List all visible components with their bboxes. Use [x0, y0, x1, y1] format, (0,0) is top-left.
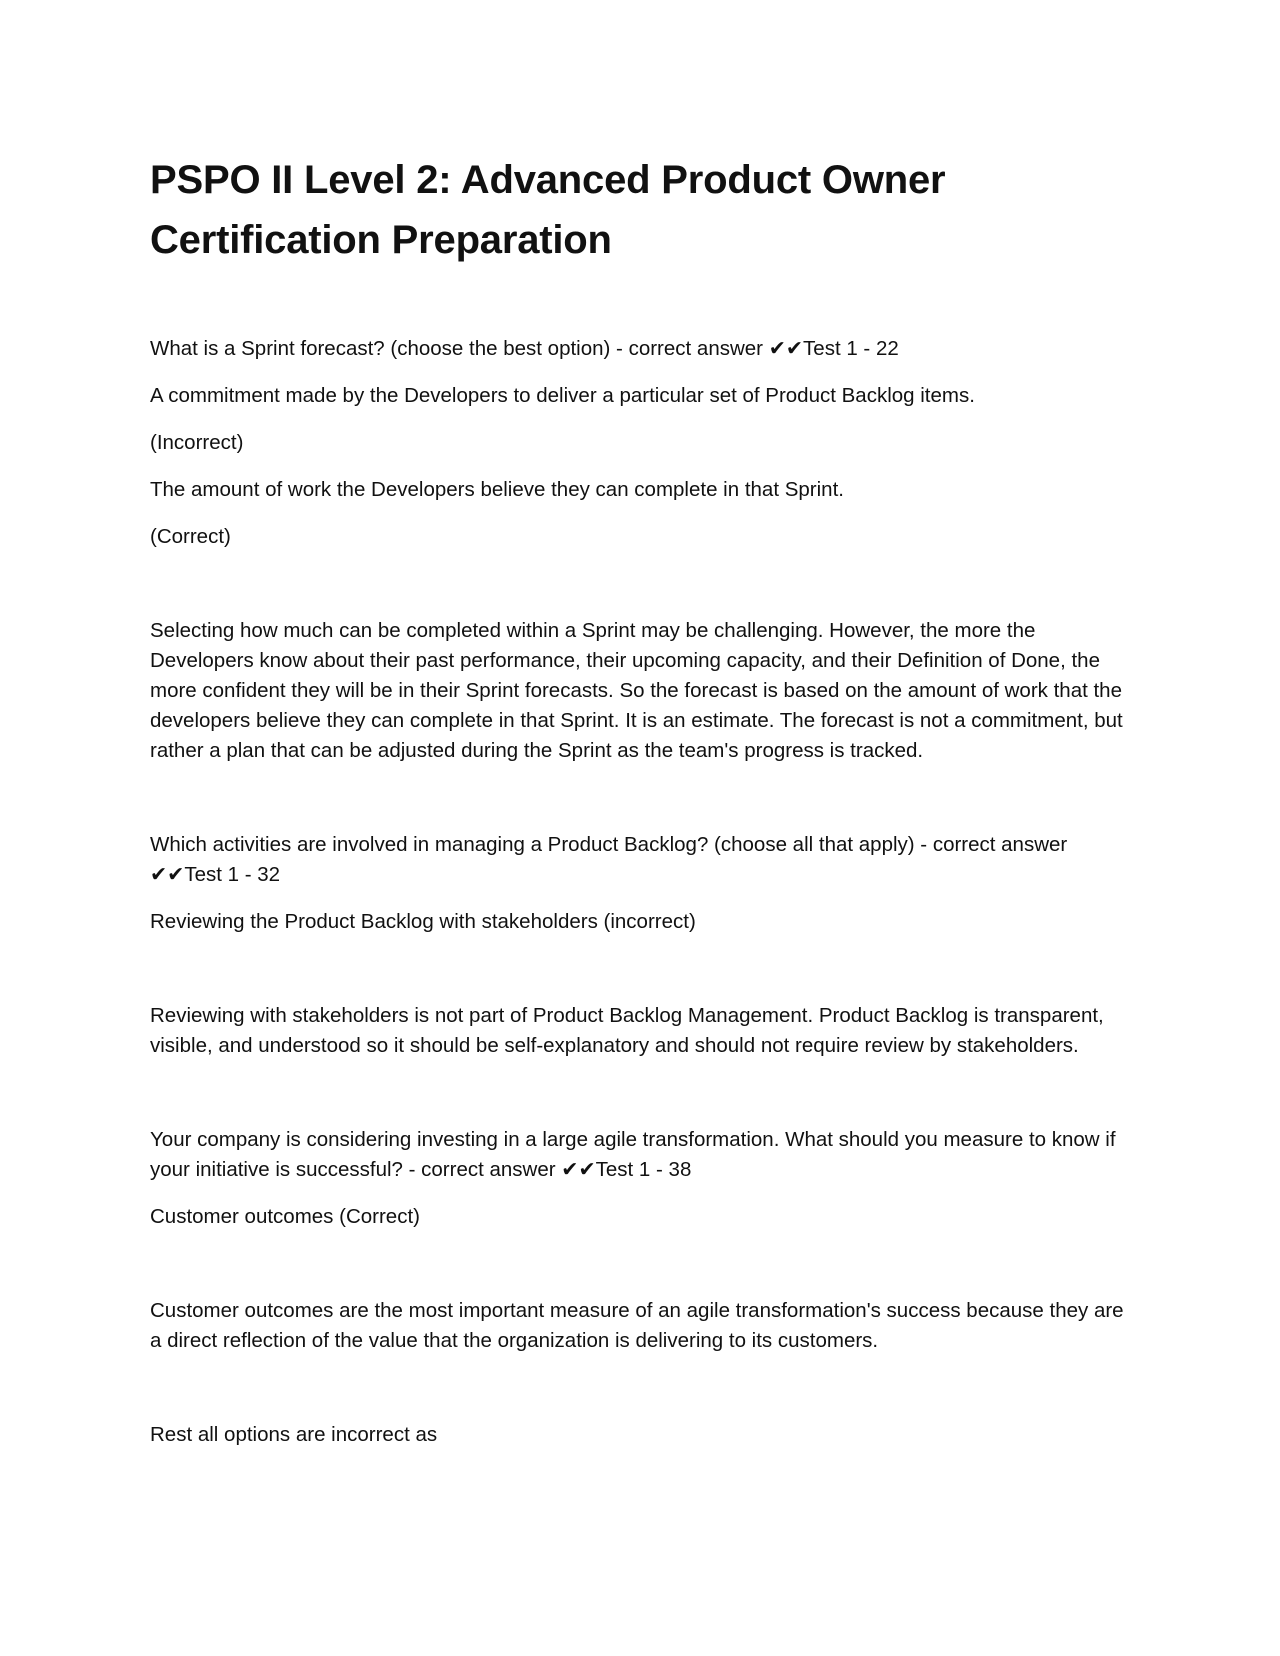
answer-verdict: (Incorrect): [150, 431, 244, 454]
section-spacer: [150, 783, 1130, 830]
section-spacer: [150, 954, 1130, 1001]
explanation-text: Customer outcomes are the most important measure of an agile transformation's success because they are a direct reflection of the value that the organization is delivering to its customers.: [150, 1299, 1124, 1352]
explanation-text: Selecting how much can be completed within a Sprint may be challenging. However, the more the Developers know about their past performance, their upcoming capacity, and their Definition of Done, the more confident they will be in their Sprint forecasts. So the forecast is based on the amount of work that the developers believe they can complete in that Sprint. It is an estimate. The forecast is not a commitment, but rather a plan that can be adjusted during the Sprint as the team's progress is tracked.: [150, 619, 1123, 762]
section-spacer: [150, 1249, 1130, 1296]
explanation-text: Reviewing with stakeholders is not part of Product Backlog Management. Product Backlog is transparent, visible, and understood so it should be self-explanatory and should not require review by stakeholders.: [150, 1004, 1104, 1057]
section-spacer: [150, 569, 1130, 616]
document-page: [150, 150, 1130, 1467]
question-text: Which activities are involved in managing a Product Backlog? (choose all that apply) - correct answer ✔✔Test 1 - 32: [150, 833, 1068, 886]
section-spacer: [150, 1078, 1130, 1125]
document-title: PSPO II Level 2: Advanced Product Owner Certification Preparation: [150, 158, 946, 262]
answer-verdict: (Correct): [150, 525, 231, 548]
trailing-text: Rest all options are incorrect as: [150, 1423, 438, 1446]
section-spacer: [150, 1373, 1130, 1420]
answer-option: Customer outcomes (Correct): [150, 1205, 420, 1228]
answer-option: Reviewing the Product Backlog with stakeholders (incorrect): [150, 910, 696, 933]
question-text: What is a Sprint forecast? (choose the best option) - correct answer ✔✔Test 1 - 22: [150, 337, 899, 360]
answer-option: The amount of work the Developers believe they can complete in that Sprint.: [150, 478, 844, 501]
answer-option: A commitment made by the Developers to deliver a particular set of Product Backlog items.: [150, 384, 975, 407]
question-text: Your company is considering investing in a large agile transformation. What should you measure to know if your initiative is successful? - correct answer ✔✔Test 1 - 38: [150, 1128, 1116, 1181]
